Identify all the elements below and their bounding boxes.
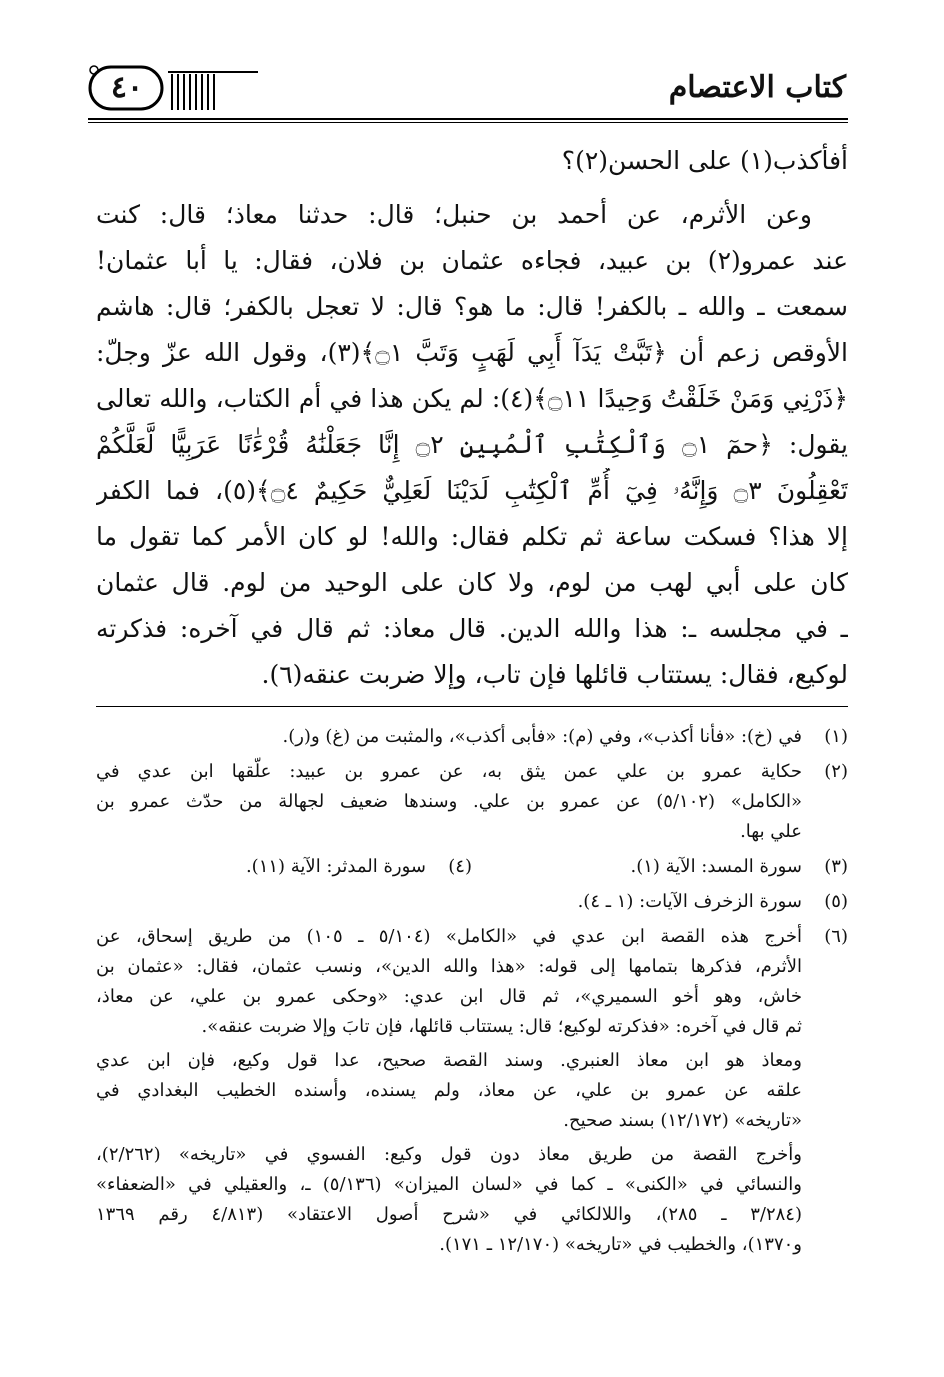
text-line: وعن الأثرم، عن أحمد بن حنبل؛ قال: حدثنا معاذ؛ قال: كنت — [96, 200, 812, 229]
text-line: كان على أبي لهب من لوم، ولا كان على الوحيد من لوم. قال عثمان — [96, 568, 848, 597]
footnote — [96, 922, 848, 1260]
footnote-paragraph — [96, 1140, 802, 1260]
text-line: عند عمرو(٢) بن عبيد، فجاءه عثمان بن فلان، فقال: يا أبا عثمان! — [96, 246, 848, 275]
page-number: ٤٠ — [110, 70, 144, 105]
footnote-line: ومعاذ هو ابن معاذ العنبري. وسند القصة صحيح، عدا قول وكيع، فإن ابن عدي — [96, 1050, 802, 1071]
book-title: كتاب الاعتصام — [668, 70, 846, 105]
footnote-line: علي بها. — [740, 821, 802, 842]
footnote-line: في (خ): «فأنا أكذب»، وفي (م): «فأبى أكذب»، والمثبت من (غ) و(ر). — [282, 726, 802, 747]
footnote-line: و١٣٧٠)، والخطيب في «تاريخه» (١٢/١٧٠ ـ ١٧١). — [439, 1234, 802, 1255]
footnote — [96, 722, 848, 752]
footnote-text: سورة المسد: الآية (١). — [630, 856, 802, 877]
footnote-number: (٤) — [448, 856, 472, 877]
footnote-number: (٦) — [824, 926, 848, 947]
footnote — [96, 887, 848, 917]
opening-line: أفأكذب(١) على الحسن(٢)؟ — [561, 146, 848, 175]
main-text — [96, 138, 848, 698]
footnote-number: (٥) — [824, 891, 848, 912]
footnotes — [96, 722, 848, 1265]
footnote-paragraph — [96, 922, 802, 1042]
page-number-ornament — [88, 64, 258, 112]
quran-line: الأوقص زعم أن ﴿تَبَّتْ يَدَآ أَبِي لَهَبٍ وَتَبَّ ۝١﴾(٣)، وقول الله عزّ وجلّ: — [96, 338, 848, 367]
text-line: ـ في مجلسه ـ: هذا والله الدين. قال معاذ: ثم قال في آخره: فذكرته — [96, 614, 848, 643]
footnote-text: سورة المدثر: الآية (١١). — [245, 856, 426, 877]
footnote-number: (٣) — [824, 856, 848, 877]
quran-line: يقول: ﴿حمٓ ۝١ وَٱلْكِتَٰبِ ٱلْمُبِينِ ۝٢ إِنَّا جَعَلْنَٰهُ قُرْءَٰنًا عَرَبِيًّا لَّعَلَّكُمْ — [96, 430, 848, 459]
footnote-line: أخرج هذه القصة ابن عدي في «الكامل» (٥/١٠٤ ـ ١٠٥) من طريق إسحاق، عن — [96, 926, 802, 947]
footnote-line: سورة الزخرف الآيات: (١ ـ ٤). — [577, 891, 802, 912]
footnote-paragraph — [96, 1046, 802, 1136]
quran-line: ﴿ذَرْنِي وَمَنْ خَلَقْتُ وَحِيدًا ۝١١﴾(٤): لم يكن هذا في أم الكتاب، والله تعالى — [96, 384, 848, 413]
footnote-line: «تاريخه» (١٢/١٧٢) بسند صحيح. — [563, 1110, 802, 1131]
footnote-number: (١) — [824, 726, 848, 747]
quran-line: تَعْقِلُونَ ۝٣ وَإِنَّهُۥ فِيٓ أُمِّ ٱلْكِتَٰبِ لَدَيْنَا لَعَلِيٌّ حَكِيمٌ ۝٤﴾(٥)، فما الكفر — [96, 476, 848, 505]
footnote-line: علقه عن عمرو بن علي، عن معاذ، ولم يسنده، وأسنده الخطيب البغدادي في — [96, 1080, 802, 1101]
footnote-number: (٢) — [824, 761, 848, 782]
footnote-pair — [96, 852, 848, 882]
footnote-line: خاش، وهو أخو السميري»، ثم قال ابن عدي: «وحكى عمرو بن علي، عن معاذ، — [96, 986, 802, 1007]
footnote-line: «الكامل» (٥/١٠٢) عن عمرو بن علي. وسندها ضعيف لجهالة من حدّث عمرو بن — [96, 791, 802, 812]
footnote-line: حكاية عمرو بن علي عمن يثق به، عن عمرو بن عبيد: علّقها ابن عدي في — [96, 761, 802, 782]
footnote — [96, 757, 848, 847]
text-line: إلا هذا؟ فسكت ساعة ثم تكلم فقال: والله! لو كان الأمر كما تقول ما — [96, 522, 848, 551]
header-rule — [88, 118, 848, 120]
text-line: لوكيع، فقال: يستتاب قائلها فإن تاب، وإلا ضربت عنقه(٦). — [261, 660, 848, 689]
footnote-line: وأخرج القصة من طريق معاذ دون قول وكيع: الفسوي في «تاريخه» (٢/٢٦٢)، — [96, 1144, 802, 1165]
footnote-line: (٣/٢٨٤ ـ ٢٨٥)، واللالكائي في «شرح أصول الاعتقاد» (٤/٨١٣ رقم ١٣٦٩ — [96, 1204, 802, 1225]
footnote-line: ثم قال في آخره: «فذكرته لوكيع؛ قال: يستتاب قائلها، فإن تابَ وإلا ضربت عنقه». — [201, 1016, 802, 1037]
footnote-line: والنسائي في «الكنى» ـ كما في «لسان الميزان» (٥/١٣٦) ـ، والعقيلي في «الضعفاء» — [96, 1174, 802, 1195]
footnote-line: الأثرم، فذكرها بتمامها إلى قوله: «هذا والله الدين»، ونسب عثمان، فقال: «عثمان بن — [96, 956, 802, 977]
header-rule-thin — [88, 122, 848, 123]
running-header — [88, 60, 848, 126]
footnote-separator — [96, 706, 848, 707]
text-line: سمعت ـ والله ـ بالكفر! قال: ما هو؟ قال: لا تعجل بالكفر؛ قال: هاشم — [96, 292, 848, 321]
